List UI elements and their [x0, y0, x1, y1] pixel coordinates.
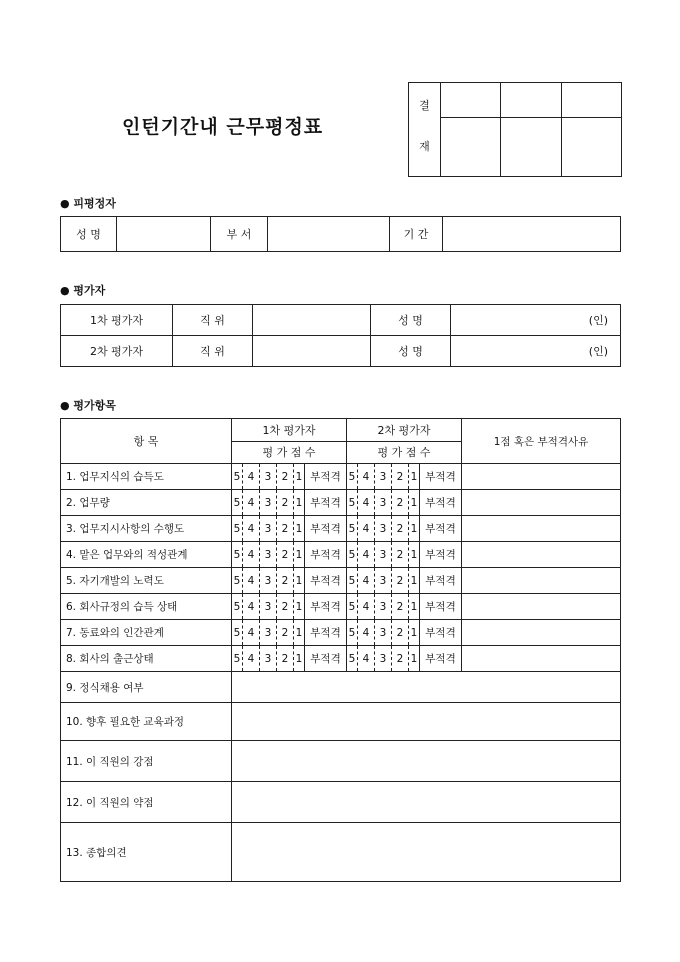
score-option[interactable]: 3: [260, 646, 277, 672]
item-name: 13. 종합의견: [61, 823, 232, 882]
score-option[interactable]: 2: [392, 568, 409, 594]
evaluator-position-field[interactable]: [253, 336, 371, 367]
table-row: [61, 620, 621, 646]
score-option[interactable]: 1: [409, 646, 420, 672]
score-option[interactable]: 5: [232, 568, 243, 594]
period-label: 기 간: [390, 217, 443, 252]
evaluator-role: 2차 평가자: [61, 336, 173, 367]
score-option[interactable]: 2: [277, 594, 294, 620]
score-option[interactable]: 2: [277, 568, 294, 594]
approval-sign-cell[interactable]: [501, 117, 561, 176]
score-option[interactable]: 4: [358, 620, 375, 646]
evaluator-seal[interactable]: (인): [451, 336, 621, 367]
score-option[interactable]: 4: [243, 620, 260, 646]
score-option[interactable]: 3: [260, 568, 277, 594]
score-option[interactable]: 1: [294, 646, 305, 672]
score-option[interactable]: 4: [243, 568, 260, 594]
score-option[interactable]: 1: [294, 620, 305, 646]
score-option[interactable]: 2: [277, 464, 294, 490]
score-option[interactable]: 4: [243, 542, 260, 568]
score-option[interactable]: 1: [409, 464, 420, 490]
score-option[interactable]: 1: [294, 568, 305, 594]
score-option[interactable]: 3: [260, 490, 277, 516]
item-name: 8. 회사의 출근상태: [61, 646, 232, 672]
approval-header-cell: [561, 83, 621, 118]
period-field[interactable]: [443, 217, 621, 252]
section-evaluator: ● 평가자: [60, 284, 106, 297]
document-title: 인턴기간내 근무평정표: [122, 116, 324, 138]
reason-field[interactable]: [462, 594, 621, 620]
evaluator-name-label: 성 명: [371, 305, 451, 336]
score-option[interactable]: 2: [392, 542, 409, 568]
score-option[interactable]: 4: [243, 516, 260, 542]
score-option[interactable]: 4: [358, 568, 375, 594]
name-label: 성 명: [61, 217, 117, 252]
reason-field[interactable]: [462, 516, 621, 542]
evaluator-position-label: 직 위: [173, 305, 253, 336]
score-option[interactable]: 4: [243, 646, 260, 672]
table-row: [61, 823, 621, 882]
table-row: [61, 542, 621, 568]
score-option[interactable]: 2: [277, 516, 294, 542]
score-option-unfit[interactable]: 부적격: [420, 568, 462, 594]
score-option[interactable]: 3: [375, 542, 392, 568]
score-option[interactable]: 1: [409, 568, 420, 594]
score-option[interactable]: 5: [347, 620, 358, 646]
item-name: 7. 동료와의 인간관계: [61, 620, 232, 646]
score-option-unfit[interactable]: 부적격: [305, 464, 347, 490]
score-option[interactable]: 4: [358, 594, 375, 620]
item-name: 1. 업무지식의 습득도: [61, 464, 232, 490]
header-score-first: 평 가 점 수: [232, 441, 347, 464]
table-row: [61, 464, 621, 490]
score-option[interactable]: 4: [243, 464, 260, 490]
header-reason: 1점 혹은 부적격사유: [462, 419, 621, 464]
score-option[interactable]: 2: [277, 620, 294, 646]
approval-label-bottom: 재: [409, 117, 441, 176]
table-row: [61, 672, 621, 703]
score-option-unfit[interactable]: 부적격: [305, 620, 347, 646]
score-option-unfit[interactable]: 부적격: [420, 620, 462, 646]
item-name: 3. 업무지시사항의 수행도: [61, 516, 232, 542]
score-option-unfit[interactable]: 부적격: [305, 490, 347, 516]
score-option-unfit[interactable]: 부적격: [305, 516, 347, 542]
approval-box: [408, 82, 622, 177]
section-evaluatee: ● 피평정자: [60, 197, 116, 210]
score-option[interactable]: 3: [375, 620, 392, 646]
score-option[interactable]: 2: [277, 646, 294, 672]
table-row: [61, 782, 621, 823]
approval-sign-cell[interactable]: [561, 117, 621, 176]
header-score-second: 평 가 점 수: [347, 441, 462, 464]
score-option-unfit[interactable]: 부적격: [420, 646, 462, 672]
score-option[interactable]: 5: [232, 516, 243, 542]
evaluator-role: 1차 평가자: [61, 305, 173, 336]
score-option[interactable]: 5: [347, 516, 358, 542]
score-option[interactable]: 3: [260, 620, 277, 646]
table-row: [61, 594, 621, 620]
answer-field[interactable]: [232, 782, 621, 823]
dept-field[interactable]: [268, 217, 390, 252]
score-option[interactable]: 1: [294, 464, 305, 490]
score-option[interactable]: 2: [392, 490, 409, 516]
score-option-unfit[interactable]: 부적격: [420, 464, 462, 490]
score-option[interactable]: 5: [347, 646, 358, 672]
evaluator-seal[interactable]: (인): [451, 305, 621, 336]
score-option[interactable]: 4: [358, 464, 375, 490]
score-option[interactable]: 5: [232, 646, 243, 672]
answer-field[interactable]: [232, 823, 621, 882]
header-second-evaluator: 2차 평가자: [347, 419, 462, 442]
dept-label: 부 서: [211, 217, 268, 252]
score-option[interactable]: 5: [347, 542, 358, 568]
item-name: 5. 자기개발의 노력도: [61, 568, 232, 594]
table-row: [61, 646, 621, 672]
answer-field[interactable]: [232, 703, 621, 741]
score-option[interactable]: 1: [409, 594, 420, 620]
score-option[interactable]: 3: [375, 490, 392, 516]
item-name: 10. 향후 필요한 교육과정: [61, 703, 232, 741]
score-option[interactable]: 2: [277, 490, 294, 516]
table-row: [61, 516, 621, 542]
items-table: [60, 418, 621, 882]
item-name: 11. 이 직원의 강점: [61, 741, 232, 782]
score-option[interactable]: 3: [375, 516, 392, 542]
item-name: 12. 이 직원의 약점: [61, 782, 232, 823]
reason-field[interactable]: [462, 620, 621, 646]
reason-field[interactable]: [462, 490, 621, 516]
score-option[interactable]: 1: [294, 490, 305, 516]
score-option[interactable]: 4: [358, 516, 375, 542]
score-option[interactable]: 3: [375, 594, 392, 620]
score-option[interactable]: 5: [347, 464, 358, 490]
score-option[interactable]: 5: [347, 568, 358, 594]
score-option[interactable]: 5: [232, 542, 243, 568]
evaluator-position-field[interactable]: [253, 305, 371, 336]
score-option[interactable]: 5: [232, 594, 243, 620]
reason-field[interactable]: [462, 568, 621, 594]
score-option[interactable]: 1: [409, 620, 420, 646]
name-field[interactable]: [117, 217, 211, 252]
table-row: [61, 568, 621, 594]
header-item: 항 목: [61, 419, 232, 464]
score-option[interactable]: 3: [375, 568, 392, 594]
score-option[interactable]: 3: [375, 464, 392, 490]
answer-field[interactable]: [232, 741, 621, 782]
score-option[interactable]: 1: [409, 516, 420, 542]
score-option[interactable]: 5: [232, 490, 243, 516]
approval-header-cell: [441, 83, 501, 118]
approval-sign-cell[interactable]: [441, 117, 501, 176]
score-option[interactable]: 4: [358, 490, 375, 516]
section-items: ● 평가항목: [60, 399, 116, 412]
score-option[interactable]: 1: [409, 542, 420, 568]
score-option[interactable]: 5: [347, 490, 358, 516]
score-option-unfit[interactable]: 부적격: [420, 490, 462, 516]
approval-header-cell: [501, 83, 561, 118]
approval-label-top: 결: [409, 83, 441, 118]
score-option[interactable]: 4: [358, 646, 375, 672]
evaluator-table: [60, 304, 621, 367]
score-option[interactable]: 3: [375, 646, 392, 672]
score-option[interactable]: 3: [260, 594, 277, 620]
score-option[interactable]: 1: [294, 594, 305, 620]
reason-field[interactable]: [462, 646, 621, 672]
score-option-unfit[interactable]: 부적격: [420, 594, 462, 620]
evaluator-name-label: 성 명: [371, 336, 451, 367]
table-row: [61, 703, 621, 741]
item-name: 2. 업무량: [61, 490, 232, 516]
score-option[interactable]: 2: [392, 516, 409, 542]
score-option[interactable]: 2: [392, 620, 409, 646]
score-option[interactable]: 1: [294, 516, 305, 542]
table-row: [61, 741, 621, 782]
evaluatee-table: [60, 216, 621, 252]
table-row: [61, 490, 621, 516]
reason-field[interactable]: [462, 464, 621, 490]
evaluator-position-label: 직 위: [173, 336, 253, 367]
score-option[interactable]: 3: [260, 516, 277, 542]
score-option-unfit[interactable]: 부적격: [305, 568, 347, 594]
score-option[interactable]: 1: [294, 542, 305, 568]
score-option[interactable]: 2: [392, 594, 409, 620]
answer-field[interactable]: [232, 672, 621, 703]
score-option-unfit[interactable]: 부적격: [305, 646, 347, 672]
score-option[interactable]: 2: [392, 464, 409, 490]
score-option-unfit[interactable]: 부적격: [420, 542, 462, 568]
score-option[interactable]: 4: [243, 490, 260, 516]
score-option[interactable]: 2: [392, 646, 409, 672]
score-option[interactable]: 5: [347, 594, 358, 620]
score-option[interactable]: 1: [409, 490, 420, 516]
score-option[interactable]: 3: [260, 464, 277, 490]
reason-field[interactable]: [462, 542, 621, 568]
score-option[interactable]: 5: [232, 620, 243, 646]
score-option[interactable]: 5: [232, 464, 243, 490]
score-option[interactable]: 4: [358, 542, 375, 568]
score-option-unfit[interactable]: 부적격: [420, 516, 462, 542]
score-option-unfit[interactable]: 부적격: [305, 594, 347, 620]
score-option-unfit[interactable]: 부적격: [305, 542, 347, 568]
item-name: 6. 회사규정의 습득 상태: [61, 594, 232, 620]
score-option[interactable]: 3: [260, 542, 277, 568]
score-option[interactable]: 2: [277, 542, 294, 568]
item-name: 4. 맡은 업무와의 적성관계: [61, 542, 232, 568]
item-name: 9. 정식채용 여부: [61, 672, 232, 703]
header-first-evaluator: 1차 평가자: [232, 419, 347, 442]
score-option[interactable]: 4: [243, 594, 260, 620]
